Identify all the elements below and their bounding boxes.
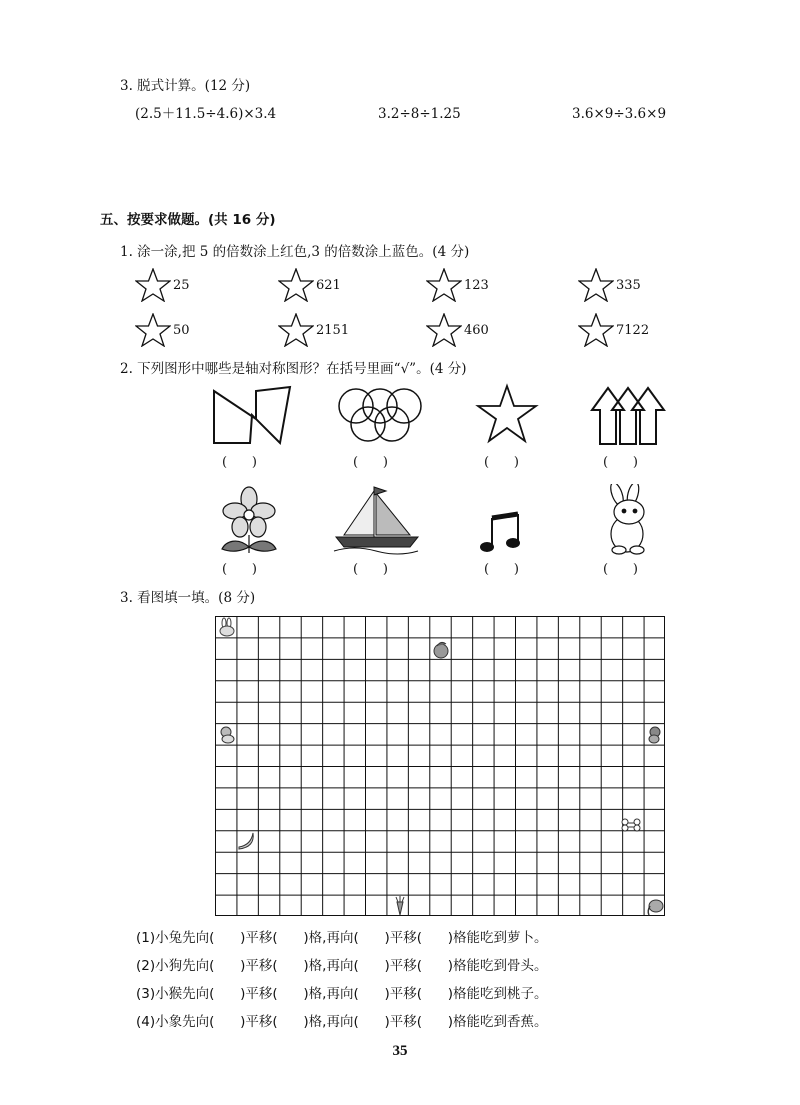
part3-title: 3. 脱式计算。(12 分) <box>120 78 251 94</box>
star-number: 2151 <box>316 322 350 338</box>
star-icon[interactable] <box>135 313 171 347</box>
elephant-icon <box>648 900 663 915</box>
answer-paren-2[interactable]: ( ) <box>353 455 388 470</box>
star-icon[interactable] <box>135 268 171 302</box>
flower-figure <box>218 485 280 557</box>
q2-title: 2. 下列图形中哪些是轴对称图形？在括号里画“√”。(4 分) <box>120 361 467 377</box>
zigzag-figure <box>210 385 294 447</box>
star-icon[interactable] <box>578 313 614 347</box>
answer-paren-1[interactable]: ( ) <box>222 455 257 470</box>
q3-row-1: (1)小兔先向( )平移( )格,再向( )平移( )格能吃到萝卜。 <box>136 930 548 946</box>
star-number-item[interactable] <box>426 268 489 302</box>
star-number: 7122 <box>616 322 650 338</box>
answer-paren-6[interactable]: ( ) <box>353 562 388 577</box>
banana-icon <box>239 833 253 849</box>
q1-title: 1. 涂一涂,把 5 的倍数涂上红色,3 的倍数涂上蓝色。(4 分) <box>120 244 470 260</box>
star-number: 123 <box>464 277 489 293</box>
star-number: 621 <box>316 277 341 293</box>
star-icon[interactable] <box>578 268 614 302</box>
expr-3: 3.6×9÷3.6×9 <box>572 106 667 122</box>
peach-icon <box>434 642 448 658</box>
q3-title: 3. 看图填一填。(8 分) <box>120 590 256 606</box>
music-note-figure <box>478 508 528 554</box>
star-figure <box>475 383 539 445</box>
q3-row-3: (3)小猴先向( )平移( )格,再向( )平移( )格能吃到桃子。 <box>136 986 548 1002</box>
carrot-icon <box>396 896 404 915</box>
answer-paren-4[interactable]: ( ) <box>603 455 638 470</box>
grid-line <box>215 616 665 916</box>
star-number-item[interactable] <box>578 268 641 302</box>
answer-paren-8[interactable]: ( ) <box>603 562 638 577</box>
three-arrows-figure <box>588 384 668 448</box>
translation-grid <box>215 616 665 916</box>
star-number-item[interactable] <box>135 313 190 347</box>
q3-row-4: (4)小象先向( )平移( )格,再向( )平移( )格能吃到香蕉。 <box>136 1014 548 1030</box>
star-icon[interactable] <box>426 313 462 347</box>
star-icon[interactable] <box>278 313 314 347</box>
star-number: 460 <box>464 322 489 338</box>
monkey-icon <box>649 727 660 743</box>
q3-row-2: (2)小狗先向( )平移( )格,再向( )平移( )格能吃到骨头。 <box>136 958 548 974</box>
star-number: 25 <box>173 277 190 293</box>
star-number: 335 <box>616 277 641 293</box>
answer-paren-3[interactable]: ( ) <box>484 455 519 470</box>
bone-icon <box>622 819 640 831</box>
star-number-item[interactable] <box>578 313 649 347</box>
star-number-item[interactable] <box>135 268 190 302</box>
expr-2: 3.2÷8÷1.25 <box>378 106 461 122</box>
star-icon[interactable] <box>426 268 462 302</box>
star-number: 50 <box>173 322 190 338</box>
page-number: 35 <box>392 1043 408 1059</box>
answer-paren-7[interactable]: ( ) <box>484 562 519 577</box>
rabbit-icon <box>220 618 234 636</box>
olympic-rings-figure <box>330 384 430 448</box>
sailboat-figure <box>330 485 422 555</box>
answer-paren-5[interactable]: ( ) <box>222 562 257 577</box>
rabbit-figure <box>603 484 655 556</box>
section5-title: 五、按要求做题。(共 16 分) <box>100 212 276 228</box>
star-number-item[interactable] <box>278 268 341 302</box>
star-number-item[interactable] <box>278 313 349 347</box>
star-number-item[interactable] <box>426 313 489 347</box>
star-icon[interactable] <box>278 268 314 302</box>
expr-1: (2.5＋11.5÷4.6)×3.4 <box>135 106 277 122</box>
dog-icon <box>221 727 234 743</box>
